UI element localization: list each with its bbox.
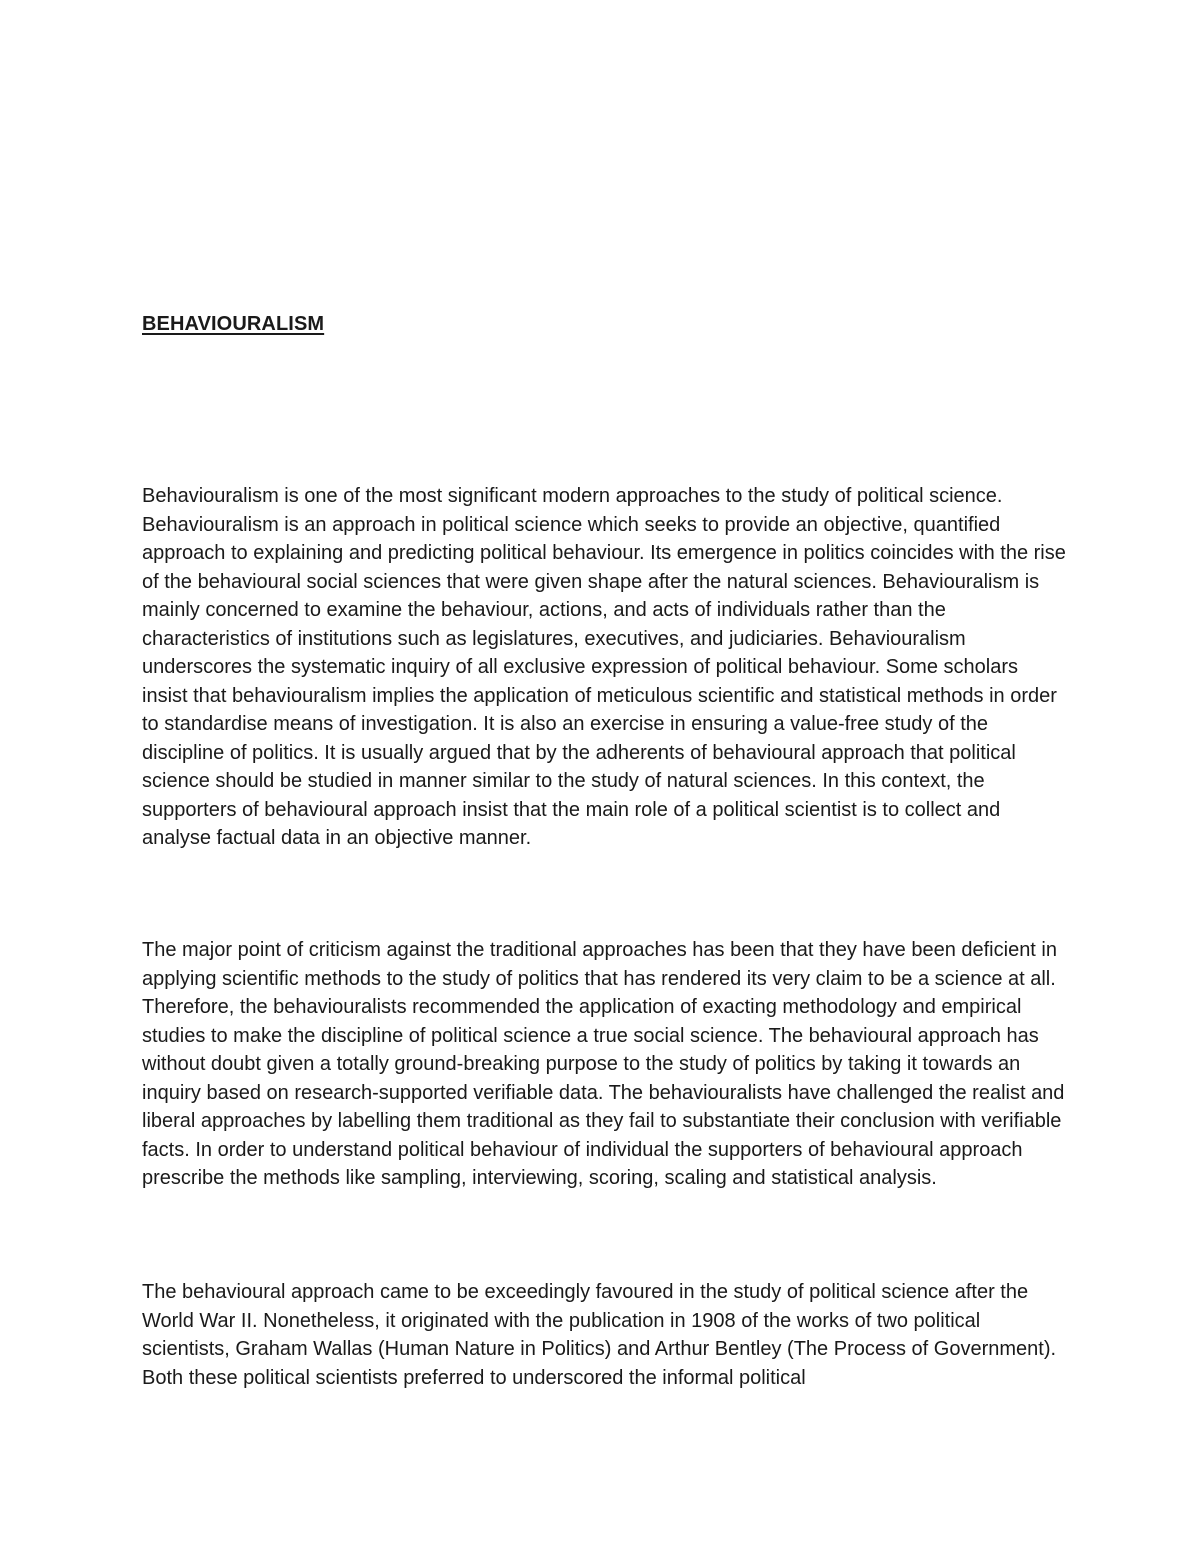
paragraph-3: The behavioural approach came to be exceedingly favoured in the study of political science after the World War II. Nonetheless, it originated with the publication in 1908 of the works of two political scientists, Graham Wallas (Human Nature in Politics) and Arthur Bentley (The Process of Government). Both these political scientists preferred to underscored the informal political [142, 1281, 1057, 1389]
document-title: BEHAVIOURALISM [142, 313, 325, 335]
paragraph-1: Behaviouralism is one of the most significant modern approaches to the study of political science. Behaviouralism is an approach in political science which seeks to provide an objective, quantified approach to explaining and predicting political behaviour. Its emergence in politics coincides with the rise of the behavioural social sciences that were given shape after the natural sciences. Behaviouralism is mainly concerned to examine the behaviour, actions, and acts of individuals rather than the characteristics of institutions such as legislatures, executives, and judiciaries. Behaviouralism underscores the systematic inquiry of all exclusive expression of political behaviour. Some scholars insist that behaviouralism implies the application of meticulous scientific and statistical methods in order to standardise means of investigation. It is also an exercise in ensuring a value-free study of the discipline of politics. It is usually argued that by the adherents of behavioural approach that political science should be studied in manner similar to the study of natural sciences. In this context, the supporters of behavioural approach insist that the main role of a political scientist is to collect and analyse factual data in an objective manner. [142, 485, 1066, 849]
paragraph-2: The major point of criticism against the traditional approaches has been that they have been deficient in applying scientific methods to the study of politics that has rendered its very claim to be a science at all. Therefore, the behaviouralists recommended the application of exacting methodology and empirical studies to make the discipline of political science a true social science. The behavioural approach has without doubt given a totally ground-breaking purpose to the study of politics by taking it towards an inquiry based on research-supported verifiable data. The behaviouralists have challenged the realist and liberal approaches by labelling them traditional as they fail to substantiate their conclusion with verifiable facts. In order to understand political behaviour of individual the supporters of behavioural approach prescribe the methods like sampling, interviewing, scoring, scaling and statistical analysis. [142, 939, 1065, 1189]
